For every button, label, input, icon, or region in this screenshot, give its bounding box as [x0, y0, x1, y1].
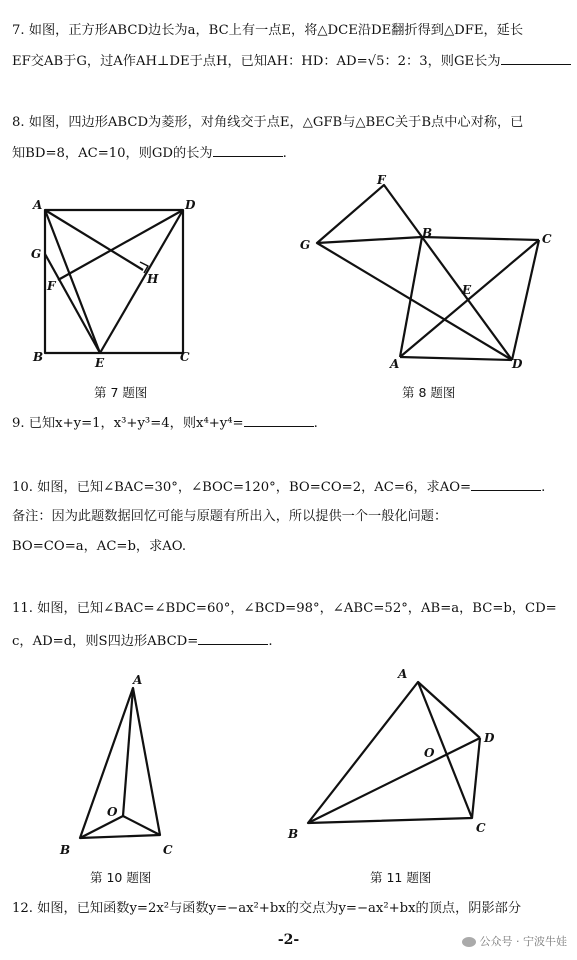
wechat-icon: [462, 937, 476, 947]
q10-note-1: 备注：因为此题数据回忆可能与原题有所出入，所以提供一个一般化问题：: [12, 509, 448, 524]
label-B: B: [288, 827, 299, 841]
figure-10: [55, 670, 195, 869]
q12-line-1: 12. 如图，已知函数y=2x²与函数y=−ax²+bx的交点为y=−ax²+bx的顶点，阴影部分: [12, 901, 522, 916]
label-F: F: [47, 279, 56, 293]
label-B: B: [422, 226, 433, 240]
q10-line-1: 10. 如图，已知∠BAC=30°，∠BOC=120°，BO=CO=2，AC=6，求AO= .: [12, 480, 546, 495]
label-B: B: [60, 843, 71, 857]
label-E: E: [462, 283, 472, 297]
q8-line-2: 知BD=8，AC=10，则GD的长为 .: [12, 146, 287, 161]
watermark: 公众号 · 宁波牛娃: [462, 933, 568, 949]
answer-blank: [244, 414, 314, 427]
label-O: O: [424, 746, 435, 760]
label-A: A: [133, 673, 143, 687]
label-C: C: [542, 232, 552, 246]
answer-blank: [501, 52, 571, 65]
q11-line-2: c，AD=d，则S四边形ABCD= .: [12, 634, 273, 649]
answer-blank: [198, 632, 268, 645]
q7-line-1: 7. 如图，正方形ABCD边长为a，BC上有一点E，将△DCE沿DE翻折得到△DFE，延长: [12, 23, 524, 38]
label-F: F: [377, 175, 386, 187]
answer-blank: [471, 478, 541, 491]
page-number: -2-: [277, 932, 300, 948]
q11-line-1: 11. 如图，已知∠BAC=∠BDC=60°，∠BCD=98°，∠ABC=52°，AB=a，BC=b，CD=: [12, 601, 557, 616]
label-D: D: [185, 198, 196, 212]
q8-line-1: 8. 如图，四边形ABCD为菱形，对角线交于点E，△GFB与△BEC关于B点中心对称，已: [12, 115, 524, 130]
label-G: G: [300, 238, 311, 252]
label-C: C: [163, 843, 173, 857]
label-O: O: [107, 805, 118, 819]
label-D: D: [512, 357, 523, 371]
label-H: H: [147, 272, 159, 286]
figure-11: [280, 660, 520, 854]
answer-blank: [213, 144, 283, 157]
q7-line-2: EF交AB于G，过A作AH⊥DE于点H，已知AH：HD：AD=√5：2：3，则GE长为: [12, 52, 567, 71]
figure-7-caption: 第 7 题图: [94, 385, 148, 400]
figure-7: [25, 195, 200, 379]
label-B: B: [33, 350, 44, 364]
figure-11-caption: 第 11 题图: [370, 870, 432, 885]
label-G: G: [31, 247, 42, 261]
label-C: C: [180, 350, 190, 364]
q9-line-1: 9. 已知x+y=1，x³+y³=4，则x⁴+y⁴= .: [12, 416, 318, 431]
figure-8: [292, 175, 562, 379]
figure-8-caption: 第 8 题图: [402, 385, 456, 400]
label-D: D: [484, 731, 495, 745]
label-A: A: [33, 198, 43, 212]
label-A: A: [390, 357, 400, 371]
label-A: A: [398, 667, 408, 681]
figure-10-caption: 第 10 题图: [90, 870, 152, 885]
q10-note-2: BO=CO=a，AC=b，求AO.: [12, 539, 187, 554]
label-C: C: [476, 821, 486, 835]
label-E: E: [95, 356, 105, 370]
